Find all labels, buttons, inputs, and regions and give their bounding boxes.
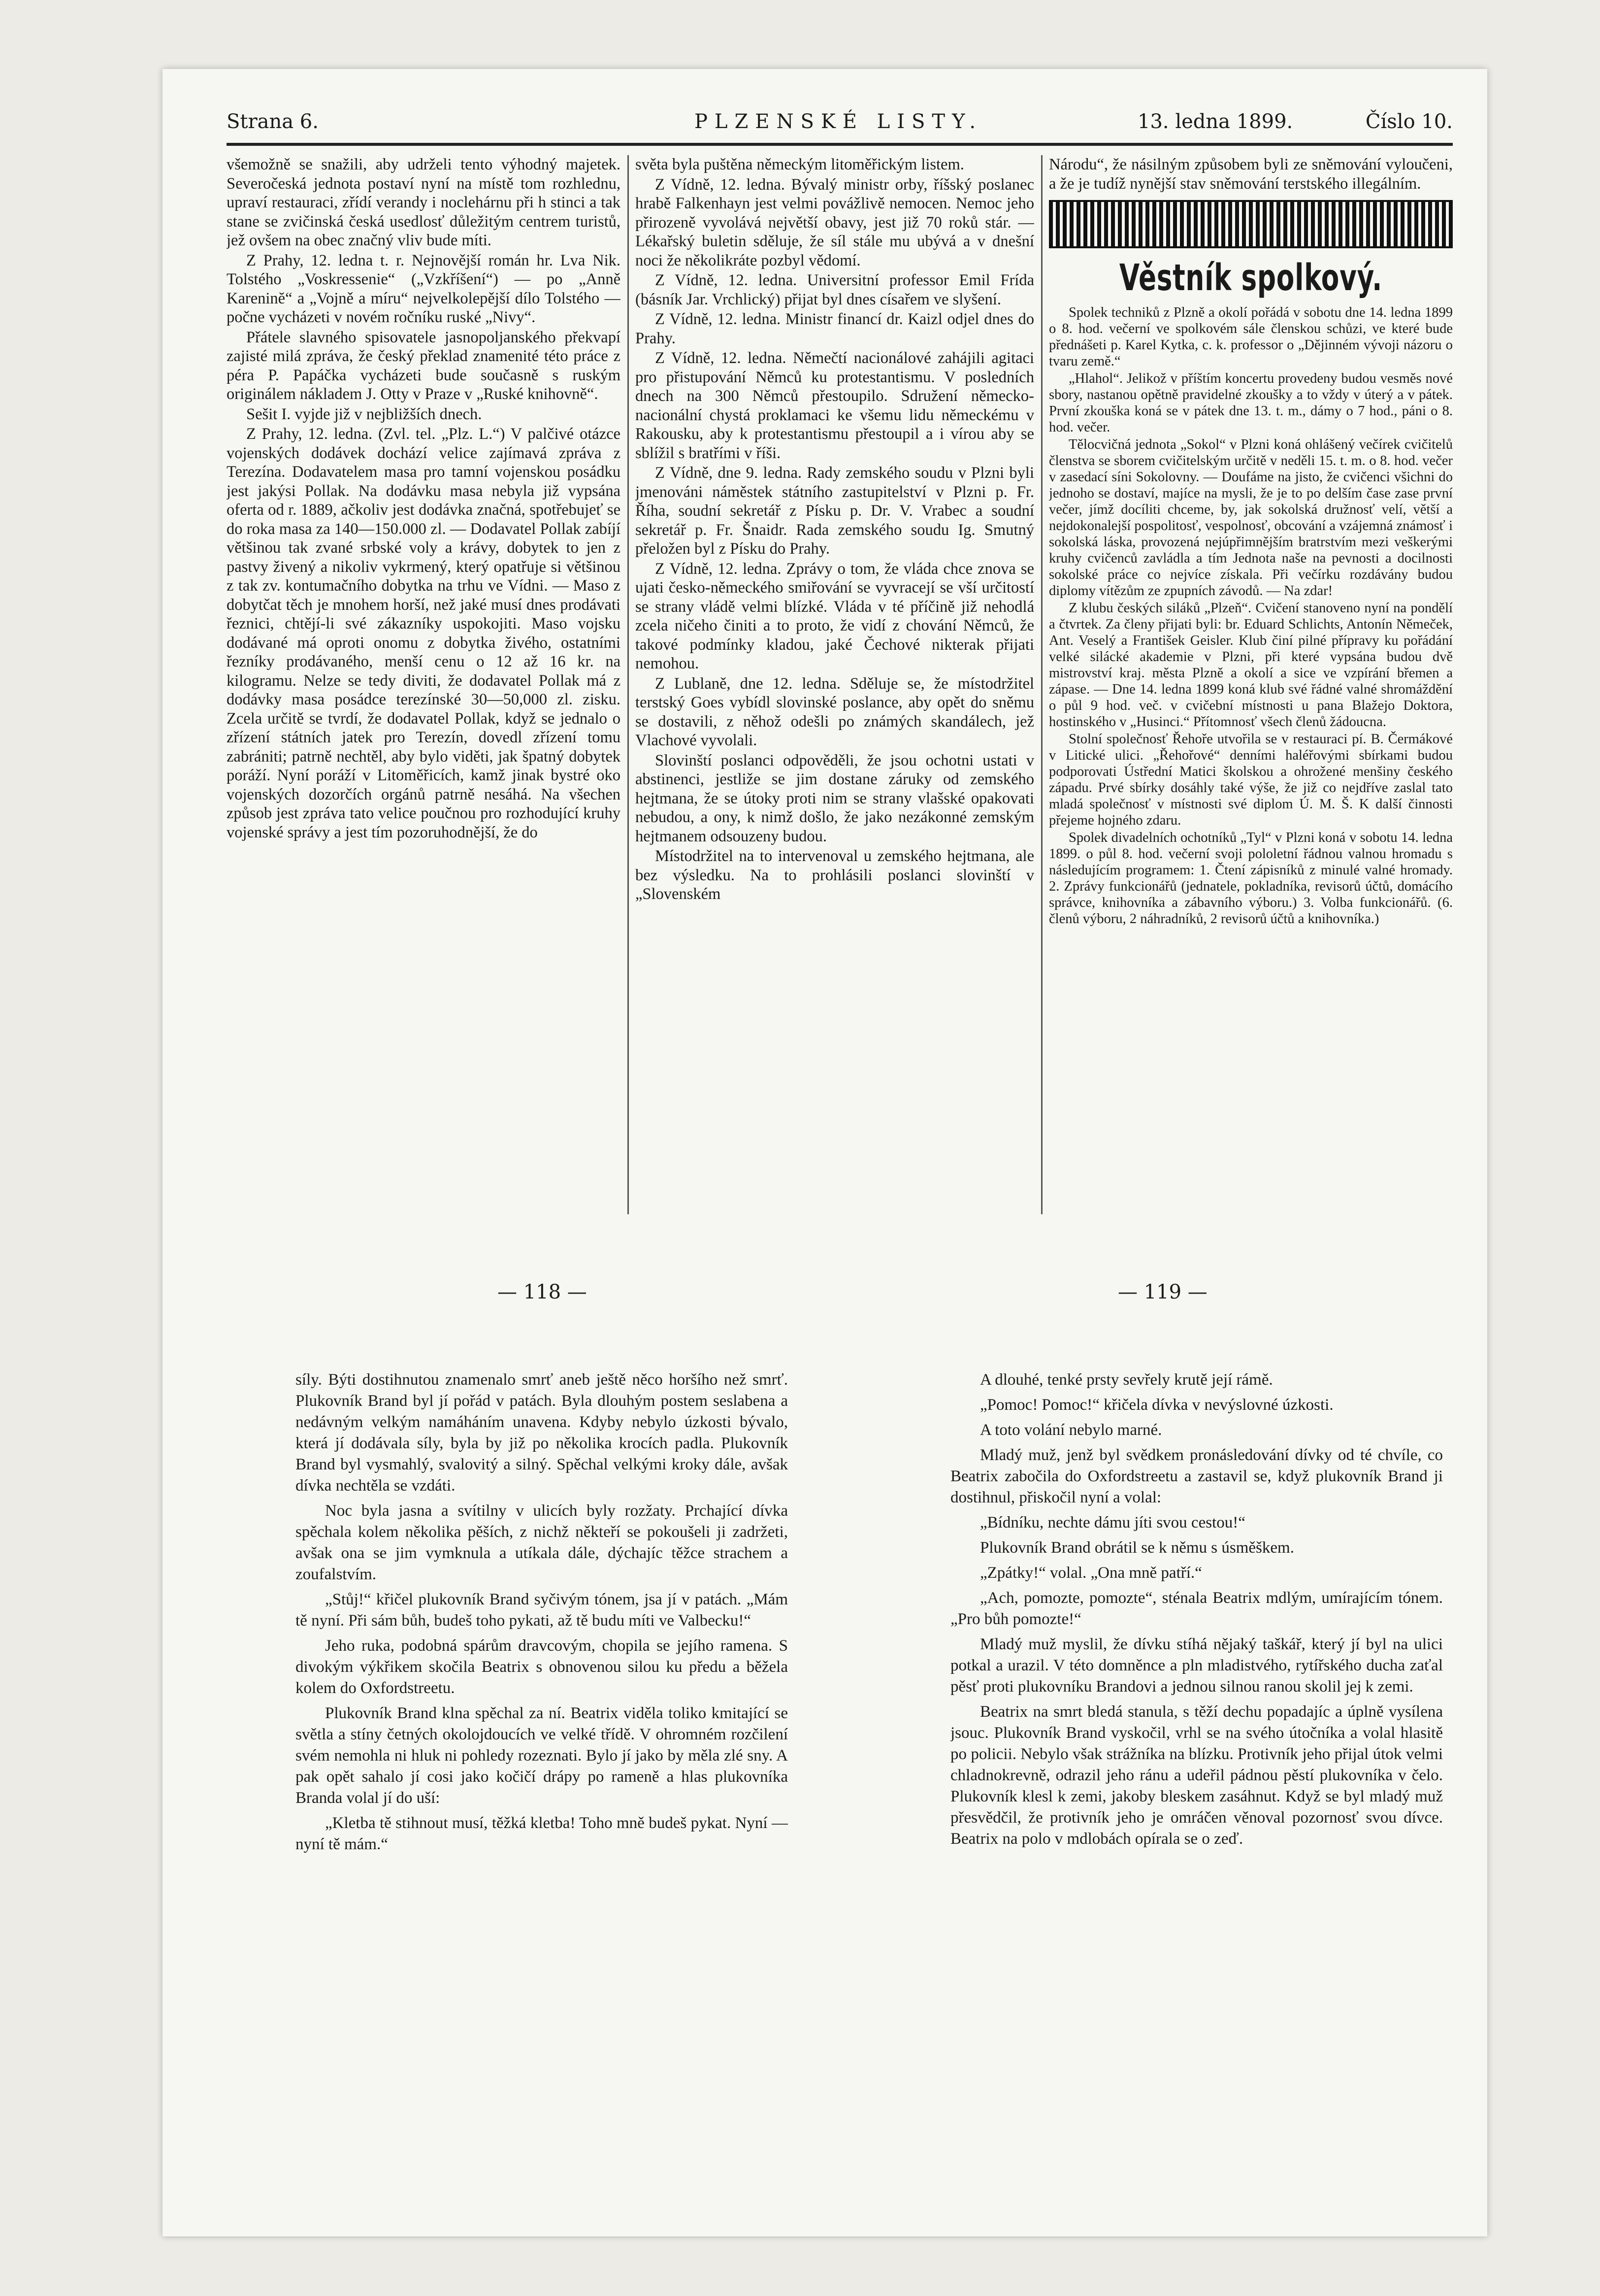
column-rule (627, 155, 629, 1214)
paragraph: Sešit I. vyjde již v nejbližších dnech. (246, 405, 482, 423)
page-header (227, 103, 1453, 146)
paragraph: Z Prahy, 12. ledna t. r. Nejnovější román hr. Lva Nik. Tolstého „Voskressenie“ („Vzkříšení“) — po „Anně Kareninĕ“ a „Vojně a míru“ nejvelkolepější dílo Tolstého — počne vycházeti v novém ročníku ruské „Nivy“. (227, 251, 620, 326)
paragraph: Beatrix na smrt bledá stanula, s těží dechu popadajíc a úplně vysílena jsouc. Plukovník Brand vyskočil, vrhl se na svého útočníka a volal hlasitě po policii. Nebylo však strážníka na blízku. Protivník jeho přijal útok velmi chladnokrevně, odrazil jeho ránu a udeřil pádnou pěstí plukovníka v čelo. Plukovník klesl k zemi, jakoby bleskem zasáhnut. Když se byl mladý muž přesvědčil, že protivník jeho je omráčen věnoval pozornosť svou dívce. Beatrix na polo v mdlobách opírala se o zeď. (950, 1703, 1443, 1848)
paragraph: Plukovník Brand klna spěchal za ní. Beatrix viděla toliko kmitající se světla a stíny četných okolojdoucích ve velké třídě. V ohromném rozčilení svém nemohla ni hluk ni pohledy rozeznati. Bylo jí jako by měla zlé sny. A pak opět sahalo jí cosi jako kočičí drápy po rameně a hlas plukovníka Branda volal jí do uší: (295, 1704, 788, 1807)
paragraph: „Kletba tě stihnout musí, těžká kletba! Toho mně budeš pykat. Nyní — nyní tě mám.“ (295, 1814, 788, 1853)
paragraph: A dlouhé, tenké prsty sevřely krutě její rámě. (980, 1371, 1273, 1389)
novel-column-left (295, 1369, 788, 2207)
paragraph: Místodržitel na to intervenoval u zemského hejtmana, ale bez výsledku. Na to prohlásili poslanci slovinští v „Slovenském (635, 847, 1034, 903)
paragraph: Mladý muž, jenž byl svědkem pronásledování dívky od té chvíle, co Beatrix zabočila do Oxfordstreetu a zastavil se, když plukovník Brand ji dostihnul, přiskočil nyní a volal: (950, 1446, 1443, 1506)
paragraph: Jeho ruka, podobná spárům dravcovým, chopila se jejího ramena. S divokým výkřikem skočila Beatrix s obnovenou silou ku předu a běžela kolem do Oxfordstreetu. (295, 1637, 788, 1697)
paragraph: Z Vídně, 12. ledna. Němečtí nacionálové zahájili agitaci pro přistupování Němců ku protestantismu. V posledních dnech na 300 Němců přestoupilo. Sdružení německo-nacionální chystá proklamaci ke všemu lidu německému v Rakousku, aby k protestantismu přestoupil a i vírou aby se sblížil s bratřími v říši. (635, 349, 1034, 462)
notice: Spolek divadelních ochotníků „Tyl“ v Plzni koná v sobotu 14. ledna 1899. o půl 8. hod. večerní svoji pololetní řádnou valnou hromadu s následujícím programem: 1. Čtení zápisníků z minulé valné hromady. 2. Zprávy funkcionářů (jednatele, pokladníka, revisorů účtů, domácího správce, knihovníka a zábavního výboru.) 3. Volba funkcionářů. (6. členů výboru, 2 náhradníků, 2 revisorů účtů a knihovníka.) (1049, 830, 1453, 927)
issue-number: Číslo 10. (1365, 110, 1453, 133)
novel-page-number-left: — 118 — (497, 1281, 587, 1303)
notice: Stolní společnosť Řehoře utvořila se v restauraci pí. B. Čermákové v Litické ulici. „Řehořové“ denními haléřovými sbírkami budou podporovati Ústřední Matici školskou a ohrožené menšiny českého západu. Prvé sbírky dosáhly také výše, že již co nejdříve zaslal tato mladá společnosť v místnosti své diplom Ú. M. Š. K další činnosti přejeme hojného zdaru. (1049, 732, 1453, 828)
paragraph: „Zpátky!“ volal. „Ona mně patří.“ (980, 1564, 1202, 1582)
newspaper-title: PLZENSKÉ LISTY. (694, 110, 983, 133)
paragraph: Noc byla jasna a svítilny v ulicích byly rozžaty. Prchající dívka spěchala kolem několika pěších, z nichž někteří se pokoušeli ji zadržeti, avšak ona se jim vymknula a utíkala dále, dýchajíc těžce strachem a zoufalstvím. (295, 1502, 788, 1583)
paragraph: „Ach, pomozte, pomozte“, sténala Beatrix mdlým, umírajícím tónem. „Pro bůh pomozte!“ (950, 1589, 1443, 1628)
paragraph: Plukovník Brand obrátil se k němu s úsměškem. (980, 1539, 1294, 1557)
paragraph: A toto volání nebylo marné. (980, 1421, 1162, 1439)
paragraph: Z Lublaně, dne 12. ledna. Sděluje se, že místodržitel terstský Goes vybídl slovinské poslance, aby opět do sněmu se dostavili, z něhož odešli po známých skandálech, jež Vlachové vyvolali. (635, 674, 1034, 749)
column-2 (635, 155, 1034, 1229)
section-heading: Věstník spolkový. (1119, 257, 1383, 299)
paragraph: Z Vídně, dne 9. ledna. Rady zemského soudu v Plzni byli jmenováni náměstek státního zastupitelství v Plzni p. Fr. Říha, soudní sekretář z Písku p. Dr. V. Vrabec a soudní sekretář p. Fr. Šnaidr. Rada zemského soudu Ig. Smutný přeložen byl z Písku do Prahy. (635, 464, 1034, 558)
column-rule (1041, 155, 1043, 1214)
notice: „Hlahol“. Jelikož v příštím koncertu provedeny budou vesměs nové sbory, nastanou opětně pravidelné zkoušky a to vždy v úterý a v pátek. První zkouška koná se v pátek dne 13. t. m., dámy o 7 hod., páni o 8. hod. večer. (1049, 371, 1453, 435)
paragraph: Z Vídně, 12. ledna. Universitní professor Emil Frída (básník Jar. Vrchlický) přijat byl dnes císařem ve slyšení. (635, 271, 1034, 308)
paragraph: „Stůj!“ křičel plukovník Brand syčivým tónem, jsa jí v patách. „Mám tě nyní. Při sám bůh, budeš toho pykati, až tě budu míti ve Valbecku!“ (295, 1591, 788, 1630)
column-1 (227, 155, 620, 1229)
paragraph: Z Vídně, 12. ledna. Bývalý ministr orby, říšský poslanec hrabě Falkenhayn jest velmi povážlivě nemocen. Nemoc jeho přirozeně vyvolává největší obavy, jest již 70 roků stár. — Lékařský buletin sděluje, že síl stále mu ubývá a v dnešní noci že několikráte pozbyl vědomí. (635, 175, 1034, 269)
paragraph: Z Vídně, 12. ledna. Ministr financí dr. Kaizl odjel dnes do Prahy. (635, 310, 1034, 347)
section-divider (1049, 200, 1453, 248)
paragraph: „Bídníku, nechte dámu jíti svou cestou!“ (980, 1514, 1245, 1531)
paragraph: Přátele slavného spisovatele jasnopoljanského překvapí zajisté milá zpráva, že český překlad znamenité této práce z péra P. Papáčka vycházeti bude současně s ruským originálem nákladem J. Otty v Praze v „Ruské knihovně“. (227, 328, 620, 403)
paragraph: Slovinští poslanci odpověděli, že jsou ochotni ustati v abstinenci, jestliže se jim dostane záruky od zemského hejtmana, že se útoky proti nim se strany vlašské opakovati nebudou, a ony, k nimž došlo, že jako nezákonné zemským hejtmanem odsouzeny budou. (635, 751, 1034, 845)
paragraph: Z Vídně, 12. ledna. Zprávy o tom, že vláda chce znova se ujati česko-německého smiřování se vyvracejí se vší určitostí se strany vládě velmi blízké. Vláda v té příčině již nehodlá zcela ničeho činiti a to proto, že vidí z chování Němců, že takové podmínky kladou, jaké Čechové nikterak přijati nemohou. (635, 560, 1034, 672)
issue-date: 13. ledna 1899. (1138, 110, 1293, 133)
paragraph: Mladý muž myslil, že dívku stíhá nějaký taškář, který jí byl na ulici potkal a urazil. V této domněnce a pln mladistvého, rytířského ducha zaťal pěsť proti plukovníku Brandovi a jednou silnou ranou skolil jej k zemi. (950, 1635, 1443, 1696)
paragraph: Národu“, že násilným způsobem byli ze sněmování vyloučeni, a že je tudíž nynější stav sněmování terstského illegálním. (1049, 156, 1453, 193)
novel-column-right (950, 1369, 1443, 2207)
paragraph: „Pomoc! Pomoc!“ křičela dívka v nevýslovné úzkosti. (980, 1396, 1334, 1414)
paragraph: všemožně se snažili, aby udrželi tento výhodný majetek. Severočeská jednota postaví nyní na místě tom rozhlednu, upraví restauraci, zřídí verandy i noclehárnu při h stinci a tak stane se zvičinská česká usedlosť důležitým centrem turistů, jež ovšem na obec značný vliv bude míti. (227, 156, 620, 249)
paragraph: světa byla puštěna německým litoměřickým listem. (635, 156, 964, 173)
notice: Spolek techniků z Plzně a okolí pořádá v sobotu dne 14. ledna 1899 o 8. hod. večerní ve spolkovém sále členskou schůzi, ve které bude přednášeti p. Karel Kytka, c. k. professor o „Dějinném vývoji názoru o tvaru země.“ (1049, 305, 1453, 369)
page-label: Strana 6. (227, 110, 319, 133)
notice: Z klubu českých siláků „Plzeň“. Cvičení stanoveno nyní na pondělí a čtvrtek. Za členy přijati byli: br. Eduard Schlichts, Antonín Němeček, Ant. Veselý a František Geisler. Klub činí pilné přípravy ku pořádání velké silácké akademie v Plzni, při které vypsána budou dvě mistrovství kraj. města Plzně a okolí a sice ve vzpírání břemen a zápase. — Dne 14. ledna 1899 koná klub své řádné valné shromáždění o půl 9 hod. več. v cvičební místnosti u pana Blažejo Doktora, hostinského v „Husinci.“ Přítomnosť všech členů žádoucna. (1049, 600, 1453, 730)
notice: Tělocvičná jednota „Sokol“ v Plzni koná ohlášený večírek cvičitelů členstva se sborem cvičitelským určitě v neděli 15. t. m. o 8. hod. večer v zasedací síni Sokolovny. — Doufáme na jisto, že cvičenci všichni do jednoho se dostaví, majíce na mysli, že je to po delším čase zase první večer, jímž docíliti chceme, by, jak sokolská družnosť velí, větší a nejdokonalejší pospolitosť, vespolnosť, obcování a vzájemná známosť i sokolská láska, provozená nejúpřimnějším bratrstvím mezi veškerými kruhy cvičenců zavládla a tím Jednota naše na pevnosti a docilnosti sokolské práce co nejvíce získala. Při večírku rozdávány budou diplomy vítězům ze zpupních závodů. — Na zdar! (1049, 437, 1453, 599)
newspaper-page (163, 69, 1487, 2236)
column-3 (1049, 155, 1453, 1229)
paragraph: Z Prahy, 12. ledna. (Zvl. tel. „Plz. L.“) V palčivé otázce vojenských dodávek dochází velice zajímavá zpráva z Terezína. Dodavatelem masa pro tamní vojenskou posádku jest jakýsi Pollak. Na dodávku masa nebyla již vypsána oferta od r. 1889, ačkoliv jest dodávka značná, spotřebujeť se do roka masa za 140—150.000 zl. — Dodavatel Pollak zabíjí většinou tak zvané srbské voly a krávy, dobytek to jen z pastvy živený a nikoliv vykrmený, který opatřuje si většinou z tak zv. kontumačního dobytka na trhu ve Vídni. — Maso z dobytčat těch je mnohem horší, než jaké musí dnes prodávati řeznici, chtějí-li své zákazníky uspokojiti. Maso vojsku dodávané má oproti onomu z dobytka živého, ostatními řezníky prodávaného, menší cenu o 12 až 16 kr. na kilogramu. Nelze se tedy diviti, že dodavatel Pollak má z dodávky masa posádce terezínské 30—50,000 zl. zisku. Zcela určitě se tvrdí, že dodavatel Pollak, když se jednalo o zřízení státních jatek pro Terezín, dovedl zřízení tomu zabrániti; patrně nechtěl, aby bylo viděti, jak špatný dobytek poráží. Nyní poráží v Litoměřicích, kamž jinak bystré oko vojenských dozorčích orgánů patrně nesáhá. Na všechen způsob jest zpráva tato velice poučnou pro rozhodující kruhy vojenské správy a jest tím pozoruhodnější, že do (227, 425, 620, 841)
novel-page-number-right: — 119 — (1118, 1281, 1208, 1303)
paragraph: síly. Býti dostihnutou znamenalo smrť aneb ještě něco horšího než smrť. Plukovník Brand byl jí pořád v patách. Byla dlouhým postem seslabena a nedávným velkým namáháním unavena. Kdyby nebylo úzkosti bývalo, která jí dodávala síly, byla by již po několika krocích padla. Plukovník Brand byl vysmahlý, svalovitý a silný. Spěchal velkými kroky dále, avšak dívka nechtěla se vzdáti. (295, 1371, 788, 1495)
